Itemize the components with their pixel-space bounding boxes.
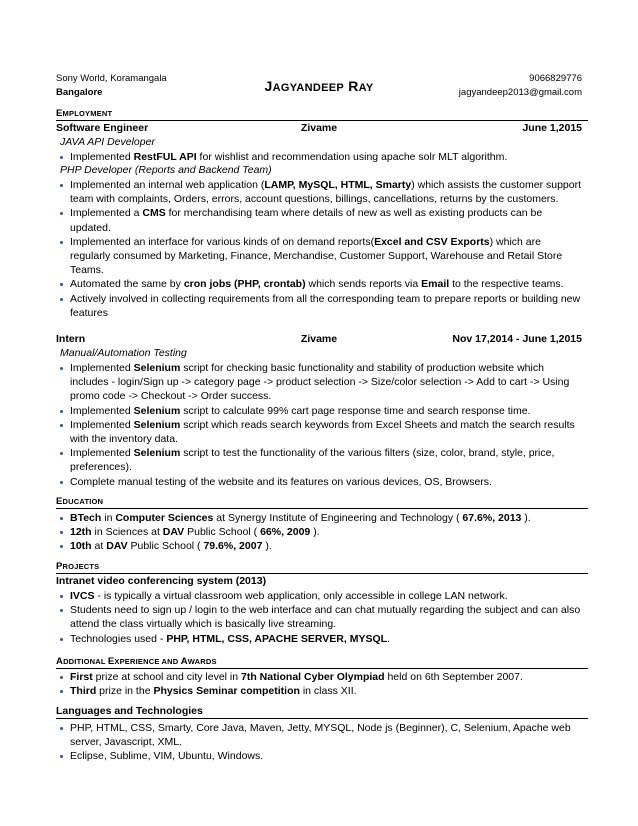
section-title-part: DDITIONAL [63, 657, 108, 666]
text: Implemented a [70, 207, 143, 220]
text: ). [521, 512, 531, 524]
bold-text: Selenium [133, 418, 181, 431]
text: Implemented an internal web application ( [70, 179, 265, 191]
bold-text: Selenium [133, 447, 181, 460]
list-item [60, 684, 582, 698]
job-date: June 1,2015 [522, 122, 582, 134]
languages-title: Languages and Technologies [56, 705, 588, 719]
bullet-list [60, 589, 582, 646]
text: at Synergy Institute of Engineering and Technology ( [213, 512, 463, 524]
text: Implemented [70, 418, 134, 431]
job-title: Intern [56, 333, 86, 345]
email-address: jagyandeep2013@gmail.com [458, 87, 582, 98]
text: Automated the same by [70, 278, 184, 291]
list-item [60, 292, 582, 320]
bullet-list [60, 670, 582, 698]
section-title-education: EDUCATION [56, 496, 588, 509]
list-item [60, 603, 582, 631]
text: at [91, 540, 107, 553]
project-title: Intranet video conferencing system (2013) [56, 575, 267, 587]
job-row-software-engineer [56, 122, 582, 136]
list-item [60, 235, 582, 278]
address-line-1: Sony World, Koramangala [56, 73, 167, 84]
text: in class XII. [299, 685, 357, 698]
text: for wishlist and recommendation using apache solr MLT algorithm. [196, 151, 508, 163]
bullet-list [60, 361, 582, 489]
job-date: Nov 17,2014 - June 1,2015 [452, 333, 582, 345]
name-first-initial: J [264, 78, 273, 94]
text: Public School ( [184, 526, 261, 539]
text: to the respective teams. [449, 278, 564, 291]
text: . [387, 632, 390, 645]
job-company: Zivame [300, 333, 338, 345]
bold-text: Computer Sciences [115, 512, 214, 524]
bullet-list [60, 178, 582, 320]
job-row-intern [56, 333, 582, 347]
text: ) which assists the customer support team with complaints, Orders, errors, account questions, billings, cancellations, returns by the customers. [70, 179, 582, 206]
section-title-part: A [56, 656, 64, 667]
bold-text: RestFUL API [133, 151, 197, 163]
bold-text: 67.6%, 2013 [462, 512, 522, 524]
name-first-rest: AGYANDEEP [272, 82, 344, 94]
text: PHP, HTML, CSS, Smarty, Core Java, Maven, Jetty, MYSQL, Node js (Beginner), C, Selenium, Apache web server, Javascript, XML. [70, 722, 571, 749]
list-item [60, 206, 582, 234]
text: script for checking basic functionality and stability of production website which includes - login/Sign up -> category page -> product selection -> Size/color selection -> Add to cart -> Using promo code -> Checkout -> Order success. [70, 362, 570, 403]
text: which sends reports via [305, 278, 422, 291]
list-item [60, 475, 582, 489]
section-title-part: E [107, 656, 115, 667]
text: for merchandising team where details of new as well as existing products can be updated. [70, 207, 543, 234]
text: script to calculate 99% cart page response time and search response time. [180, 404, 531, 417]
address-line-2: Bangalore [56, 87, 103, 98]
text: - is typically a virtual classroom web application, only accessible in college LAN network. [94, 590, 508, 602]
text: Eclipse, Sublime, VIM, Ubuntu, Windows. [70, 750, 264, 763]
list-item [60, 749, 582, 763]
list-item [60, 525, 582, 539]
list-item [60, 632, 582, 646]
bold-text: Email [421, 278, 450, 291]
text: script to test the functionality of the various filters (size, color, brand, style, price, preferences). [70, 447, 555, 474]
name-last-initial: R [348, 78, 359, 94]
bold-text: 7th National Cyber Olympiad [241, 671, 385, 683]
text: Complete manual testing of the website and its features on various devices, OS, Browsers. [70, 475, 492, 488]
text: prize at school and city level in [92, 671, 242, 683]
text: Implemented [70, 404, 134, 417]
text: held on 6th September 2007. [384, 671, 523, 683]
bullet-list [60, 511, 582, 554]
text: in [101, 512, 116, 524]
bold-text: 79.6%, 2007 [203, 540, 263, 553]
section-title-employment: EMPLOYMENT [56, 108, 588, 121]
role-java-api: JAVA API Developer [60, 136, 155, 148]
contact-block [459, 72, 582, 100]
bullet-list [60, 721, 582, 764]
text: script which reads search keywords from Excel Sheets and match the search results with the inventory data. [70, 418, 575, 446]
bold-text: First [70, 671, 93, 683]
role-php-developer: PHP Developer (Reports and Backend Team) [60, 164, 272, 176]
bold-text: 10th [70, 540, 92, 553]
list-item [60, 539, 582, 553]
list-item [60, 404, 582, 418]
text: Implemented an interface for various kinds of on demand reports( [70, 235, 375, 248]
bullet-list [60, 150, 582, 164]
section-title-part: WARDS [187, 657, 217, 666]
text: ). [262, 540, 272, 553]
phone-number: 9066829776 [529, 73, 582, 84]
list-item [60, 511, 582, 525]
list-item [60, 589, 582, 603]
list-item [60, 178, 582, 206]
bold-text: Selenium [133, 362, 181, 374]
list-item [60, 446, 582, 474]
text: Technologies used - [70, 632, 167, 645]
bold-text: Selenium [133, 404, 181, 417]
text: Implemented [70, 151, 134, 163]
list-item [60, 361, 582, 404]
bold-text: LAMP, MySQL, HTML, Smarty [264, 179, 412, 191]
text: ) which are regularly consumed by Marketing, Finance, Merchandise, Customer Support, Warehouse and Retail Store Teams. [70, 235, 563, 277]
bold-text: CMS [142, 207, 166, 220]
section-title-projects: PROJECTS [56, 561, 588, 574]
job-company: Zivame [300, 122, 338, 134]
bold-text: PHP, HTML, CSS, APACHE SERVER, MYSQL [166, 632, 388, 645]
bold-text: BTech [70, 512, 102, 524]
bold-text: IVCS [70, 590, 95, 602]
bold-text: cron jobs (PHP, crontab) [183, 278, 306, 291]
job-title: Software Engineer [56, 122, 149, 134]
text: Actively involved in collecting requirements from all the corresponding team to prepare reports or building new features [70, 292, 581, 319]
bold-text: Physics Seminar competition [153, 685, 300, 698]
text: Implemented [70, 447, 134, 460]
section-title-additional [56, 656, 588, 669]
text: prize in the [96, 685, 154, 698]
section-title-part: XPERIENCE AND [114, 657, 181, 666]
text: in Sciences at [91, 526, 163, 539]
role-testing: Manual/Automation Testing [60, 347, 187, 359]
text: Implemented [70, 362, 134, 374]
bold-text: Excel and CSV Exports [374, 235, 490, 248]
text: Public School ( [127, 540, 204, 553]
section-title-part: A [180, 656, 188, 667]
list-item [60, 418, 582, 446]
text: ). [310, 526, 320, 539]
bold-text: 66%, 2009 [260, 526, 311, 539]
bold-text: Third [70, 685, 97, 698]
list-item [60, 721, 582, 749]
name-last-rest: AY [358, 82, 374, 94]
bold-text: DAV [106, 540, 128, 553]
list-item [60, 277, 582, 291]
bold-text: DAV [162, 526, 185, 539]
list-item [60, 150, 582, 164]
bold-text: 12th [70, 526, 92, 539]
text: Students need to sign up / login to the web interface and can chat mutually regarding the subject and can also attend the class virtually which is basically live streaming. [70, 604, 581, 631]
list-item [60, 670, 582, 684]
